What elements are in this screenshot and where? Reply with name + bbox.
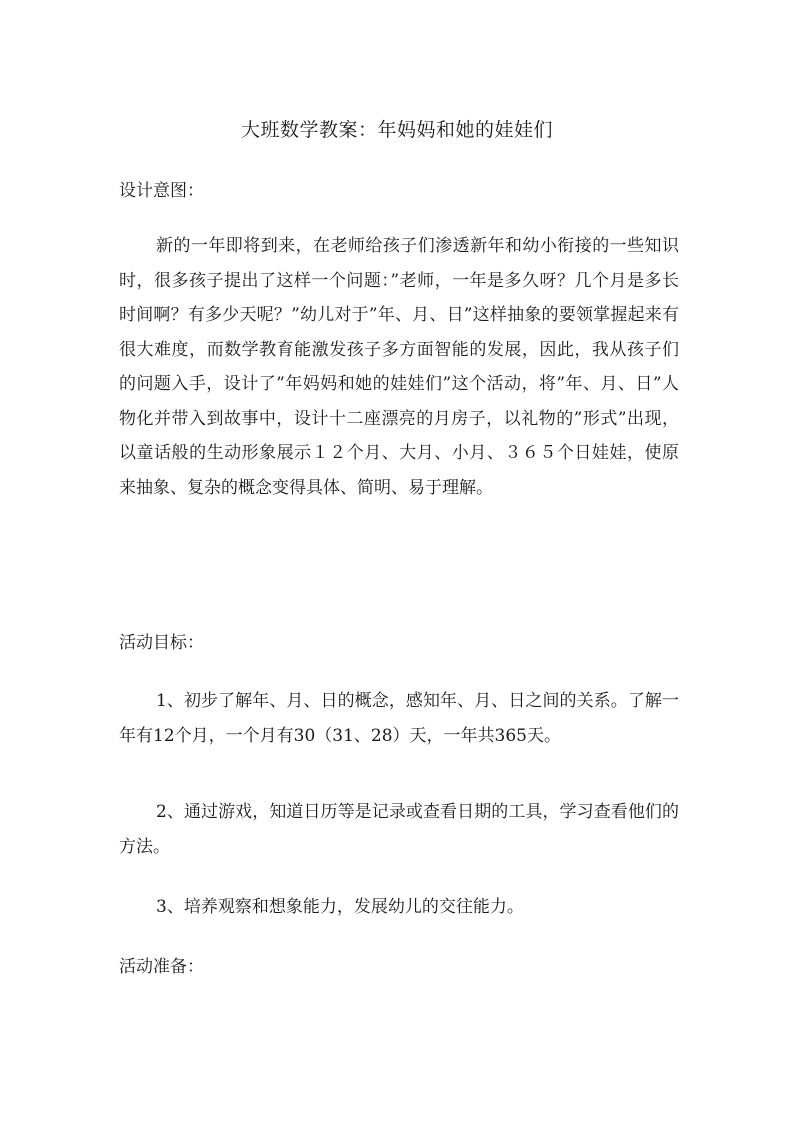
activity-goal-item-1: 1、初步了解年、月、日的概念，感知年、月、日之间的关系。了解一年有12个月，一个月有30（31、28）天，一年共365天。: [119, 691, 679, 746]
design-intent-paragraph: 新的一年即将到来，在老师给孩子们渗透新年和幼小衔接的一些知识时，很多孩子提出了这样一个问题：”老师，一年是多久呀？几个月是多长时间啊？有多少天呢？”幼儿对于”年、月、日”这样抽象的要领掌握起来有很大难度，而数学教育能激发孩子多方面智能的发展，因此，我从孩子们的问题入手，设计了”年妈妈和她的娃娃们”这个活动，将”年、月、日”人物化并带入到故事中，设计十二座漂亮的月房子，以礼物的”形式”出现，以童话般的生动形象展示１２个月、大月、小月、３６５个日娃娃，使原来抽象、复杂的概念变得具体、简明、易于理解。: [119, 236, 679, 498]
design-intent-heading: 设计意图：: [119, 181, 204, 201]
activity-prep-heading: 活动准备：: [119, 957, 204, 977]
activity-goals-heading: 活动目标：: [119, 633, 204, 653]
activity-goal-item-2: 2、通过游戏，知道日历等是记录或查看日期的工具，学习查看他们的方法。: [119, 802, 679, 857]
document-title: 大班数学教案：年妈妈和她的娃娃们: [240, 119, 553, 141]
activity-goal-item-3: 3、培养观察和想象能力，发展幼儿的交往能力。: [156, 897, 524, 917]
